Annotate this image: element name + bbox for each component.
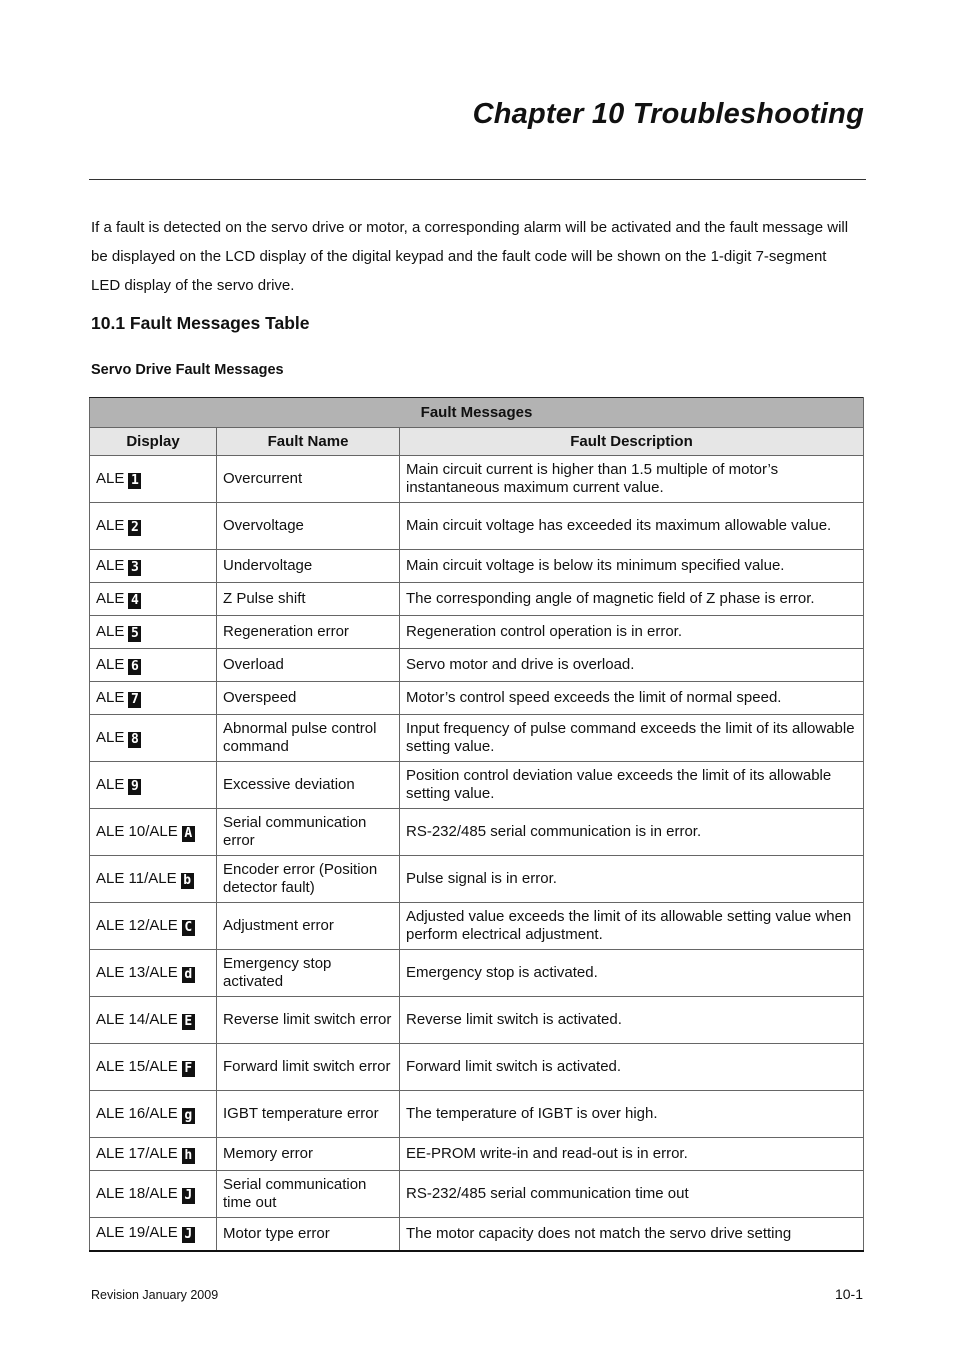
- seven-segment-digit: 7: [128, 692, 141, 708]
- seven-segment-digit: F: [182, 1061, 195, 1077]
- table-row: [90, 682, 864, 715]
- seven-segment-digit: 6: [128, 659, 141, 675]
- display-cell: [90, 715, 217, 762]
- display-cell: [90, 503, 217, 550]
- fault-name-cell: Emergency stop activated: [217, 950, 400, 997]
- fault-name-cell: Serial communication error: [217, 809, 400, 856]
- display-code: ALE: [96, 775, 125, 793]
- fault-description-cell: RS-232/485 serial communication is in error.: [400, 809, 864, 856]
- table-row: [90, 762, 864, 809]
- seven-segment-digit: 8: [128, 732, 141, 748]
- fault-name-cell: Overspeed: [217, 682, 400, 715]
- fault-description-cell: Emergency stop is activated.: [400, 950, 864, 997]
- fault-description-cell: Main circuit current is higher than 1.5 multiple of motor’s instantaneous maximum current value.: [400, 456, 864, 503]
- table-row: [90, 503, 864, 550]
- display-code: ALE 19/ALE: [96, 1224, 178, 1242]
- display-code: ALE: [96, 589, 125, 607]
- table-row: [90, 997, 864, 1044]
- table-row: [90, 903, 864, 950]
- seven-segment-digit: 3: [128, 560, 141, 576]
- display-cell: [90, 583, 217, 616]
- column-header-display: Display: [90, 428, 217, 456]
- table-group-header: Fault Messages: [90, 398, 864, 428]
- display-code: ALE 11/ALE: [96, 869, 177, 887]
- display-code: ALE: [96, 469, 125, 487]
- fault-description-cell: RS-232/485 serial communication time out: [400, 1171, 864, 1218]
- seven-segment-digit: d: [182, 967, 195, 983]
- seven-segment-digit: 5: [128, 626, 141, 642]
- seven-segment-digit: 9: [128, 779, 141, 795]
- fault-description-cell: Adjusted value exceeds the limit of its allowable setting value when perform electrical adjustment.: [400, 903, 864, 950]
- fault-name-cell: Undervoltage: [217, 550, 400, 583]
- table-row: [90, 1138, 864, 1171]
- fault-description-cell: Regeneration control operation is in error.: [400, 616, 864, 649]
- table-row: [90, 550, 864, 583]
- seven-segment-digit: J: [182, 1227, 195, 1243]
- table-row: [90, 1171, 864, 1218]
- fault-name-cell: Excessive deviation: [217, 762, 400, 809]
- table-row: [90, 856, 864, 903]
- display-code: ALE 16/ALE: [96, 1104, 178, 1122]
- seven-segment-digit: b: [181, 873, 194, 889]
- fault-description-cell: The corresponding angle of magnetic field of Z phase is error.: [400, 583, 864, 616]
- display-cell: [90, 550, 217, 583]
- fault-rows: [90, 456, 864, 1251]
- display-code: ALE 18/ALE: [96, 1184, 178, 1202]
- display-cell: [90, 762, 217, 809]
- display-code: ALE 12/ALE: [96, 916, 178, 934]
- fault-messages-table: [89, 397, 864, 1252]
- seven-segment-digit: C: [182, 920, 195, 936]
- seven-segment-digit: g: [182, 1108, 195, 1124]
- column-header-fault-name: Fault Name: [217, 428, 400, 456]
- seven-segment-digit: 2: [128, 520, 141, 536]
- fault-name-cell: Abnormal pulse control command: [217, 715, 400, 762]
- fault-name-cell: Reverse limit switch error: [217, 997, 400, 1044]
- table-row: [90, 616, 864, 649]
- chapter-title: Chapter 10 Troubleshooting: [472, 98, 864, 130]
- seven-segment-digit: A: [182, 826, 195, 842]
- table-row: [90, 1091, 864, 1138]
- fault-name-cell: Adjustment error: [217, 903, 400, 950]
- table-row: [90, 715, 864, 762]
- fault-description-cell: Servo motor and drive is overload.: [400, 649, 864, 682]
- fault-description-cell: Pulse signal is in error.: [400, 856, 864, 903]
- fault-description-cell: Main circuit voltage is below its minimum specified value.: [400, 550, 864, 583]
- table-row: [90, 583, 864, 616]
- seven-segment-digit: 4: [128, 593, 141, 609]
- table-row: [90, 456, 864, 503]
- fault-name-cell: Encoder error (Position detector fault): [217, 856, 400, 903]
- display-cell: [90, 1138, 217, 1171]
- fault-name-cell: Regeneration error: [217, 616, 400, 649]
- table-row: [90, 809, 864, 856]
- display-code: ALE: [96, 516, 125, 534]
- fault-description-cell: Main circuit voltage has exceeded its maximum allowable value.: [400, 503, 864, 550]
- fault-description-cell: EE-PROM write-in and read-out is in error.: [400, 1138, 864, 1171]
- section-heading: 10.1 Fault Messages Table: [91, 313, 310, 333]
- footer-revision: Revision January 2009: [91, 1288, 219, 1302]
- fault-description-cell: Reverse limit switch is activated.: [400, 997, 864, 1044]
- seven-segment-digit: h: [182, 1148, 195, 1164]
- display-code: ALE: [96, 655, 125, 673]
- display-cell: [90, 809, 217, 856]
- page-number: 10-1: [834, 1286, 863, 1302]
- fault-name-cell: Z Pulse shift: [217, 583, 400, 616]
- display-cell: [90, 456, 217, 503]
- display-code: ALE 13/ALE: [96, 963, 178, 981]
- fault-name-cell: Overvoltage: [217, 503, 400, 550]
- display-cell: [90, 649, 217, 682]
- seven-segment-digit: E: [182, 1014, 195, 1030]
- display-cell: [90, 997, 217, 1044]
- table-row: [90, 950, 864, 997]
- table-row: [90, 1044, 864, 1091]
- fault-name-cell: Memory error: [217, 1138, 400, 1171]
- display-code: ALE 14/ALE: [96, 1010, 178, 1028]
- fault-name-cell: Overcurrent: [217, 456, 400, 503]
- table-row: [90, 649, 864, 682]
- display-code: ALE 10/ALE: [96, 822, 178, 840]
- display-cell: [90, 616, 217, 649]
- fault-description-cell: Forward limit switch is activated.: [400, 1044, 864, 1091]
- table-row: [90, 1218, 864, 1251]
- fault-description-cell: Position control deviation value exceeds the limit of its allowable setting value.: [400, 762, 864, 809]
- display-cell: [90, 903, 217, 950]
- intro-paragraph: If a fault is detected on the servo drive or motor, a corresponding alarm will be activated and the fault message will be displayed on the LCD display of the digital keypad and the fault code will be shown on the 1-digit 7-segment LED display of the servo drive.: [91, 219, 849, 294]
- table-subheading: Servo Drive Fault Messages: [91, 362, 284, 378]
- column-header-fault-description: Fault Description: [400, 428, 864, 456]
- display-code: ALE 15/ALE: [96, 1057, 178, 1075]
- display-code: ALE: [96, 728, 125, 746]
- fault-description-cell: The temperature of IGBT is over high.: [400, 1091, 864, 1138]
- display-code: ALE 17/ALE: [96, 1144, 178, 1162]
- fault-name-cell: Overload: [217, 649, 400, 682]
- display-code: ALE: [96, 688, 125, 706]
- display-code: ALE: [96, 556, 125, 574]
- display-code: ALE: [96, 622, 125, 640]
- fault-name-cell: IGBT temperature error: [217, 1091, 400, 1138]
- header-divider: [89, 179, 866, 180]
- display-cell: [90, 856, 217, 903]
- fault-name-cell: Forward limit switch error: [217, 1044, 400, 1091]
- fault-description-cell: Motor’s control speed exceeds the limit of normal speed.: [400, 682, 864, 715]
- seven-segment-digit: J: [182, 1188, 195, 1204]
- display-cell: [90, 1044, 217, 1091]
- seven-segment-digit: 1: [128, 473, 141, 489]
- display-cell: [90, 1171, 217, 1218]
- display-cell: [90, 1091, 217, 1138]
- fault-description-cell: Input frequency of pulse command exceeds the limit of its allowable setting value.: [400, 715, 864, 762]
- display-cell: [90, 950, 217, 997]
- display-cell: [90, 1218, 217, 1251]
- fault-name-cell: Serial communication time out: [217, 1171, 400, 1218]
- fault-name-cell: Motor type error: [217, 1218, 400, 1251]
- fault-description-cell: The motor capacity does not match the servo drive setting: [400, 1218, 864, 1251]
- display-cell: [90, 682, 217, 715]
